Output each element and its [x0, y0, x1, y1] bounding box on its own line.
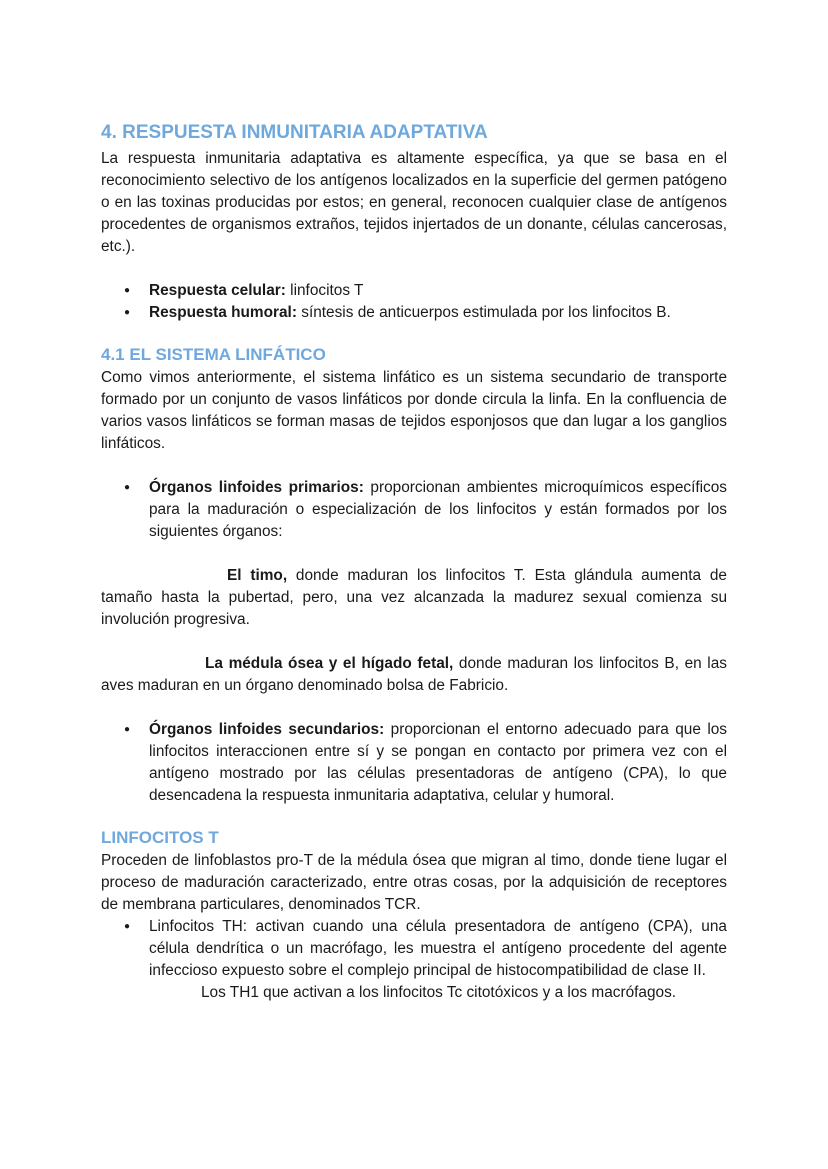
- medula-paragraph: [101, 653, 727, 697]
- document-page: [101, 122, 727, 1004]
- linfocitos-t-list: [101, 916, 727, 982]
- bullet-text: síntesis de anticuerpos estimulada por los linfocitos B.: [296, 304, 671, 321]
- list-item: [101, 280, 727, 302]
- bullet-text: proporcionan el entorno adecuado para que los linfocitos interaccionen entre sí y se pongan en contacto por primera vez con el antígeno mostrado por las células presentadoras de antígeno (CPA), lo que desencadena la respuesta inmunitaria adaptativa, celular y humoral.: [149, 721, 727, 804]
- primary-organs-list: [101, 477, 727, 543]
- section-4-1-intro: Como vimos anteriormente, el sistema linfático es un sistema secundario de transporte formado por un conjunto de vasos linfáticos por donde circula la linfa. En la confluencia de varios vasos linfáticos se forman masas de tejidos esponjosos que dan lugar a los ganglios linfáticos.: [101, 369, 727, 452]
- list-item: [101, 719, 727, 807]
- linfocitos-t-intro: Proceden de linfoblastos pro-T de la médula ósea que migran al timo, donde tiene lugar el proceso de maduración caracterizado, entre otras cosas, por la adquisición de receptores de membrana particulares, denominados TCR.: [101, 852, 727, 913]
- th1-paragraph: Los TH1 que activan a los linfocitos Tc citotóxicos y a los macrófagos.: [201, 984, 677, 1001]
- medula-term: La médula ósea y el hígado fetal,: [205, 655, 454, 672]
- bullet-text: linfocitos T: [285, 282, 364, 299]
- bullet-term: Respuesta humoral:: [149, 304, 297, 321]
- list-item: [101, 302, 727, 324]
- list-item: [101, 477, 727, 543]
- secondary-organs-list: [101, 719, 727, 807]
- section-4-1-title: 4.1 EL SISTEMA LINFÁTICO: [101, 345, 326, 364]
- section-4-intro: La respuesta inmunitaria adaptativa es altamente específica, ya que se basa en el reconocimiento selectivo de los antígenos localizados en la superficie del germen patógeno o en las toxinas producidas por estos; en general, reconocen cualquier clase de antígenos procedentes de organismos extraños, tejidos injertados de un donante, células cancerosas, etc.).: [101, 150, 727, 255]
- bullet-text: proporcionan ambientes microquímicos específicos para la maduración o especialización de los linfocitos y están formados por los siguientes órganos:: [149, 479, 728, 540]
- bullet-term: Órganos linfoides secundarios:: [149, 721, 385, 738]
- linfocitos-t-title: LINFOCITOS T: [101, 828, 219, 847]
- timo-text: donde maduran los linfocitos T. Esta glándula aumenta de tamaño hasta la pubertad, pero, una vez alcanzada la madurez sexual comienza su involución progresiva.: [101, 567, 727, 628]
- section-4-title: 4. RESPUESTA INMUNITARIA ADAPTATIVA: [101, 122, 488, 143]
- response-types-list: [101, 280, 727, 324]
- medula-text: donde maduran los linfocitos B, en las aves maduran en un órgano denominado bolsa de Fabricio.: [101, 655, 727, 694]
- list-item: ● Linfocitos TH: activan cuando una célula presentadora de antígeno (CPA), una célula dendrítica o un macrófago, les muestra el antígeno procedente del agente infeccioso expuesto sobre el complejo principal de histocompatibilidad de clase II.: [101, 916, 727, 982]
- timo-paragraph: [101, 565, 727, 631]
- bullet-term: Respuesta celular:: [149, 282, 286, 299]
- bullet-term: Órganos linfoides primarios:: [149, 479, 364, 496]
- timo-term: El timo,: [227, 567, 288, 584]
